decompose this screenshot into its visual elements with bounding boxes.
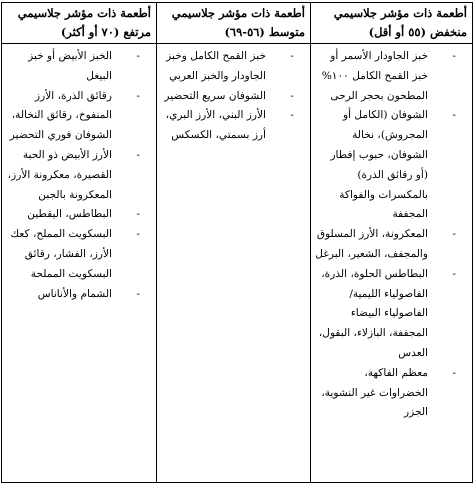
high-gi-cell bbox=[2, 44, 157, 483]
list-item bbox=[315, 265, 468, 364]
bullet-dash: - bbox=[452, 366, 456, 379]
item-text: رقائق الذرة، الأرز المنفوخ، رقائق النخالة، الشوفان فوري التحضير bbox=[9, 89, 112, 142]
bullet-dash: - bbox=[136, 287, 140, 300]
list-item bbox=[6, 47, 152, 87]
list-item bbox=[315, 225, 468, 265]
list-item bbox=[6, 146, 152, 205]
glycemic-index-table bbox=[1, 2, 473, 483]
list-item bbox=[6, 87, 152, 146]
bullet-dash: - bbox=[136, 50, 140, 62]
header-row bbox=[2, 3, 473, 44]
bullet-dash: - bbox=[290, 89, 294, 102]
item-text: الشمام والأناناس bbox=[37, 287, 112, 300]
bullet-dash: - bbox=[290, 109, 294, 122]
bullet-dash: - bbox=[136, 228, 140, 241]
list-item bbox=[315, 364, 468, 423]
item-text: الشوفان سريع التحضير bbox=[164, 89, 266, 102]
item-text: خبز القمح الكامل وخبز الجاودار والخبز العربي bbox=[166, 50, 266, 82]
bullet-dash: - bbox=[136, 148, 140, 161]
medium-gi-list bbox=[157, 44, 310, 146]
list-item bbox=[161, 87, 306, 107]
list-item bbox=[6, 225, 152, 284]
item-text: المعكرونة، الأرز المسلوق والمجفف، الشعير، البرغل bbox=[315, 228, 428, 260]
item-text: الأرز البني، الأرز البري، أرز بسمتي، الكسكس bbox=[165, 109, 266, 142]
list-item bbox=[161, 47, 306, 87]
header-cell-high bbox=[2, 3, 157, 44]
header-high-gi: أطعمة ذات مؤشر جلاسيمي مرتفع (٧٠ أو أكثر) bbox=[17, 6, 151, 39]
item-text: الأرز الأبيض ذو الحبة القصيرة، معكرونة الأرز، المعكرونة بالجبن bbox=[7, 148, 112, 201]
header-low-gi: أطعمة ذات مؤشر جلاسيمي منخفض (٥٥ أو أقل) bbox=[333, 6, 467, 39]
header-cell-medium bbox=[157, 3, 311, 44]
bullet-dash: - bbox=[452, 228, 456, 241]
item-text: الشوفان (الكامل أو المجروش)، نخالة الشوفان، حبوب إفطار (أو رقائق الذرة) بالمكسرات والفواكة المجففة bbox=[330, 109, 428, 221]
bullet-dash: - bbox=[136, 208, 140, 221]
item-text: البسكويت المملح، كعك الأرز، الفشار، رقائق البسكويت المملحة bbox=[10, 228, 112, 280]
item-text: البطاطس الحلوة، الذرة، الفاصولياء الليمية/الفاصولياء البيضاء المجففة، البازلاء، البقول، العدس bbox=[318, 267, 428, 359]
item-text: خبز الجاودار الأسمر أو خبز القمح الكامل ١٠٠% المطحون بحجر الرحى bbox=[321, 50, 428, 102]
list-item bbox=[6, 285, 152, 305]
list-item bbox=[315, 47, 468, 106]
header-medium-gi: أطعمة ذات مؤشر جلاسيمي متوسط (٥٦-٦٩) bbox=[171, 6, 305, 39]
list-item bbox=[6, 205, 152, 225]
low-gi-list bbox=[311, 44, 472, 423]
item-text: الخبز الأبيض أو خبز البيغل bbox=[28, 50, 112, 82]
item-text: معظم الفاكهة، الخضراوات غير النشوية، الجزر bbox=[321, 366, 428, 419]
bullet-dash: - bbox=[136, 89, 140, 102]
low-gi-cell bbox=[311, 44, 473, 483]
bullet-dash: - bbox=[452, 50, 456, 62]
content-row bbox=[2, 44, 473, 483]
list-item bbox=[315, 106, 468, 225]
high-gi-list bbox=[2, 44, 156, 304]
bullet-dash: - bbox=[452, 267, 456, 280]
bullet-dash: - bbox=[290, 50, 294, 62]
bullet-dash: - bbox=[452, 109, 456, 122]
list-item bbox=[161, 106, 306, 146]
item-text: البطاطس، اليقطين bbox=[27, 208, 112, 221]
medium-gi-cell bbox=[157, 44, 311, 483]
header-cell-low bbox=[311, 3, 473, 44]
